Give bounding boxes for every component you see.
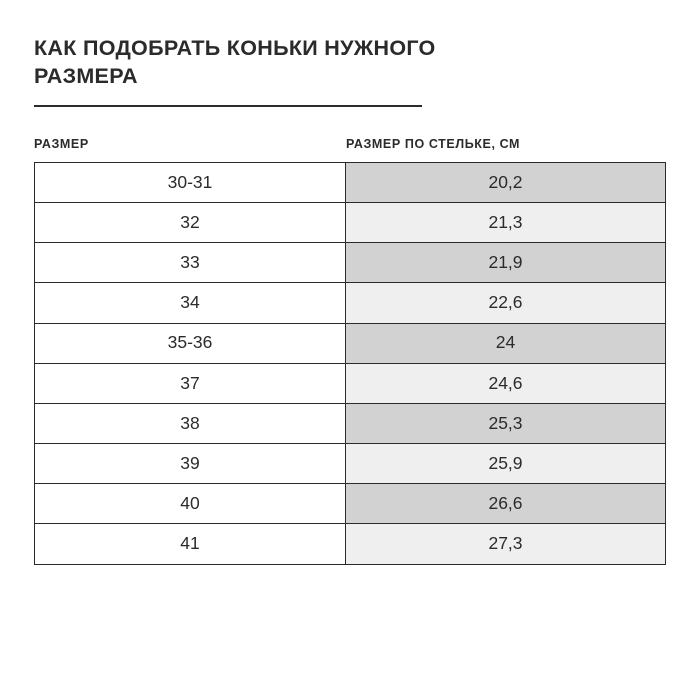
size-table [34, 162, 666, 565]
column-header-insole: РАЗМЕР ПО СТЕЛЬКЕ, СМ [346, 136, 521, 151]
cell-insole: 25,9 [346, 444, 665, 483]
table-row [35, 203, 665, 243]
cell-insole: 25,3 [346, 404, 665, 443]
table-row [35, 364, 665, 404]
cell-size: 34 [35, 283, 346, 322]
cell-size: 35-36 [35, 324, 346, 363]
cell-size: 39 [35, 444, 346, 483]
column-headers [34, 137, 666, 151]
table-row [35, 404, 665, 444]
cell-size: 40 [35, 484, 346, 523]
cell-insole: 20,2 [346, 163, 665, 202]
cell-insole: 24 [346, 324, 665, 363]
title-divider [34, 105, 422, 107]
column-header-size: РАЗМЕР [34, 136, 89, 151]
table-row [35, 243, 665, 283]
cell-size: 38 [35, 404, 346, 443]
table-row [35, 444, 665, 484]
table-row [35, 163, 665, 203]
page-title: КАК ПОДОБРАТЬ КОНЬКИ НУЖНОГО РАЗМЕРА [34, 36, 436, 89]
cell-size: 37 [35, 364, 346, 403]
cell-insole: 22,6 [346, 283, 665, 322]
table-row [35, 484, 665, 524]
cell-size: 30-31 [35, 163, 346, 202]
cell-insole: 27,3 [346, 524, 665, 563]
cell-insole: 24,6 [346, 364, 665, 403]
table-row [35, 524, 665, 564]
table-row [35, 324, 665, 364]
cell-insole: 21,9 [346, 243, 665, 282]
cell-size: 32 [35, 203, 346, 242]
cell-size: 33 [35, 243, 346, 282]
table-row [35, 283, 665, 323]
cell-insole: 21,3 [346, 203, 665, 242]
cell-insole: 26,6 [346, 484, 665, 523]
cell-size: 41 [35, 524, 346, 563]
